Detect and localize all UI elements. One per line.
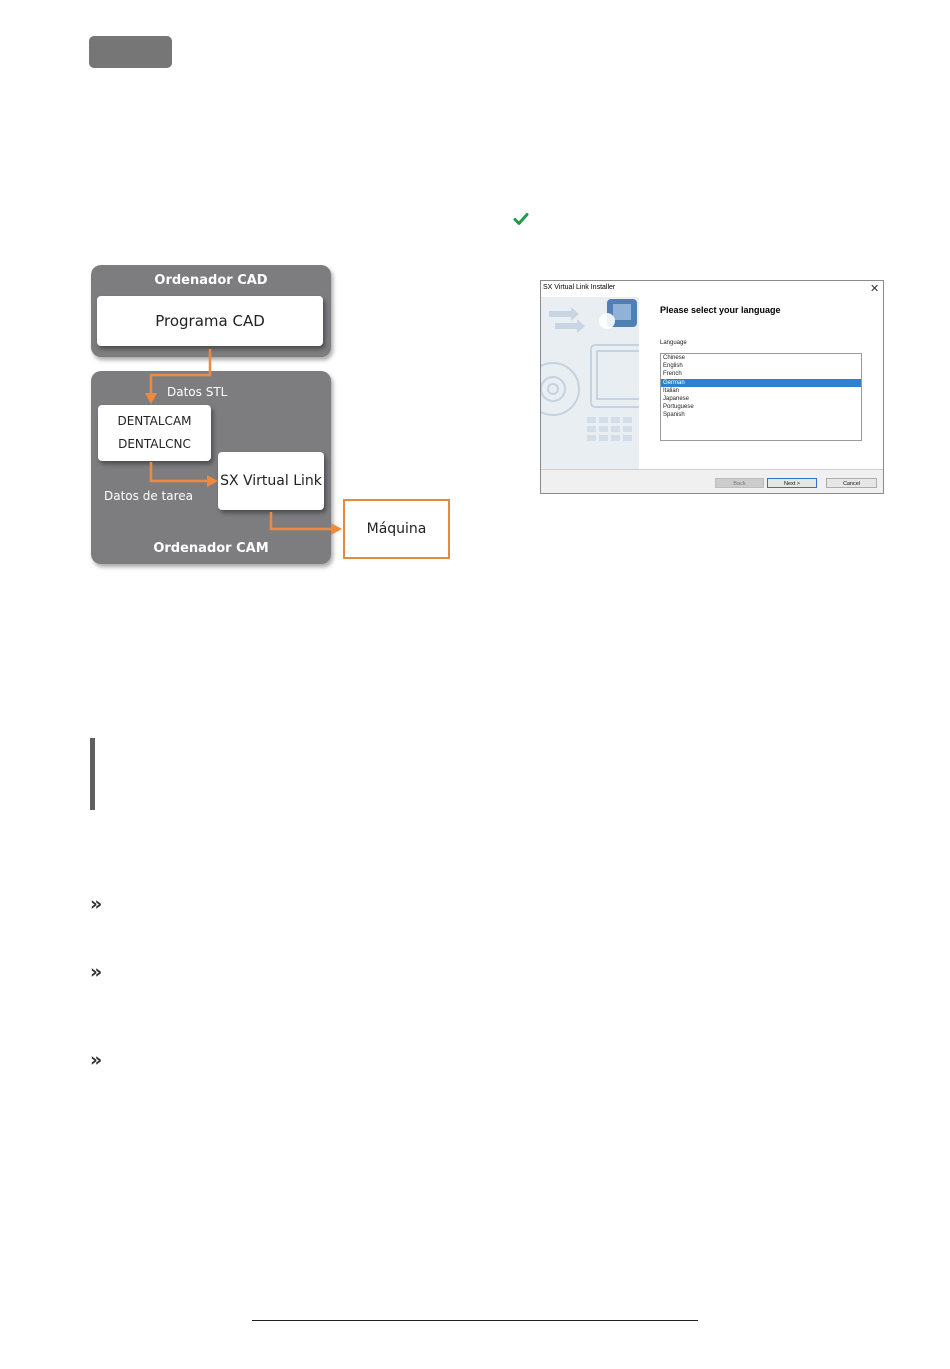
dentalcam-label: DENTALCAM — [117, 414, 192, 428]
cad-program-label: Programa CAD — [155, 312, 265, 330]
language-label: Language — [660, 340, 687, 346]
dialog-titlebar — [541, 281, 883, 297]
language-option-spanish[interactable]: Spanish — [663, 412, 685, 419]
language-option-german[interactable]: German — [661, 379, 861, 387]
step-chevron-icon: » — [90, 893, 103, 915]
stl-data-label: Datos STL — [167, 385, 228, 399]
dialog-heading: Please select your language — [660, 305, 781, 315]
dialog-side-graphic — [541, 297, 639, 469]
note-sidebar — [90, 738, 95, 810]
cam-computer-title: Ordenador CAM — [153, 541, 269, 556]
arrowhead-dentalcam — [145, 393, 157, 404]
step-chevron-icon: » — [90, 961, 103, 983]
job-data-label: Datos de tarea — [104, 489, 193, 503]
cad-computer-title: Ordenador CAD — [154, 273, 268, 288]
dentalcnc-label: DENTALCNC — [118, 437, 191, 451]
dialog-title: SX Virtual Link Installer — [543, 284, 616, 291]
back-button[interactable]: Back — [715, 478, 764, 488]
next-button[interactable]: Next > — [767, 478, 817, 488]
machine-label: Máquina — [366, 521, 427, 537]
sx-virtual-link-label: SX Virtual Link — [220, 473, 322, 489]
arrow-cad-to-dentalcam — [151, 349, 210, 397]
arrowhead-machine — [331, 523, 342, 535]
language-option-japanese[interactable]: Japanese — [663, 395, 690, 402]
flow-arrows — [0, 0, 470, 580]
language-option-french[interactable]: French — [663, 371, 682, 378]
installer-dialog — [540, 280, 884, 494]
arrow-sxlink-to-machine — [271, 512, 334, 529]
language-option-chinese[interactable]: Chinese — [663, 355, 686, 361]
language-listbox[interactable] — [660, 353, 862, 441]
language-option-english[interactable]: English — [663, 363, 683, 370]
green-check-icon — [513, 211, 529, 227]
language-option-italian[interactable]: Italian — [663, 387, 680, 394]
installer-illustration — [541, 297, 639, 469]
language-option-portuguese[interactable]: Portuguese — [663, 404, 694, 411]
dialog-footer — [541, 469, 883, 493]
arrow-dentalcam-to-sxlink — [151, 462, 210, 481]
footer-divider — [252, 1320, 698, 1321]
close-icon[interactable]: ✕ — [870, 283, 880, 295]
arrowhead-sxlink — [207, 475, 218, 487]
step-chevron-icon: » — [90, 1049, 103, 1071]
cancel-button[interactable]: Cancel — [826, 478, 877, 488]
workflow-diagram — [0, 0, 470, 580]
